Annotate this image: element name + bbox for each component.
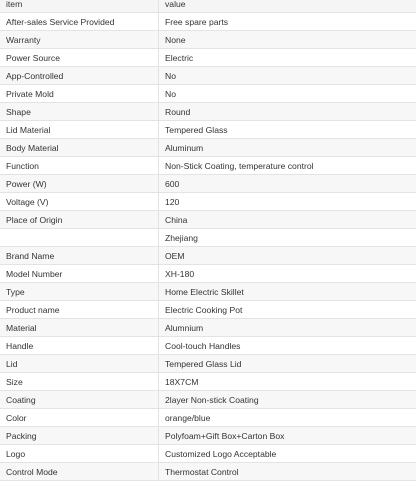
spec-value-cell: XH-180 bbox=[159, 265, 416, 283]
spec-value-cell: No bbox=[159, 85, 416, 103]
spec-value-cell: 120 bbox=[159, 193, 416, 211]
table-row bbox=[0, 139, 416, 157]
table-row bbox=[0, 121, 416, 139]
spec-item-cell: Material bbox=[0, 319, 159, 337]
table-row bbox=[0, 445, 416, 463]
table-row bbox=[0, 85, 416, 103]
spec-item-cell: Logo bbox=[0, 445, 159, 463]
spec-value-cell: Electric Cooking Pot bbox=[159, 301, 416, 319]
spec-value-cell: Free spare parts bbox=[159, 13, 416, 31]
table-row bbox=[0, 463, 416, 481]
spec-value-cell: China bbox=[159, 211, 416, 229]
table-row bbox=[0, 13, 416, 31]
table-row bbox=[0, 319, 416, 337]
spec-item-cell: Body Material bbox=[0, 139, 159, 157]
spec-item-cell: Packing bbox=[0, 427, 159, 445]
spec-item-cell: Type bbox=[0, 283, 159, 301]
spec-value-cell: 2layer Non-stick Coating bbox=[159, 391, 416, 409]
spec-item-cell: Size bbox=[0, 373, 159, 391]
spec-item-cell: Model Number bbox=[0, 265, 159, 283]
spec-value-cell: Non-Stick Coating, temperature control bbox=[159, 157, 416, 175]
spec-value-cell: 18X7CM bbox=[159, 373, 416, 391]
table-row bbox=[0, 31, 416, 49]
spec-value-cell: OEM bbox=[159, 247, 416, 265]
table-row bbox=[0, 229, 416, 247]
table-row bbox=[0, 265, 416, 283]
spec-item-cell: Color bbox=[0, 409, 159, 427]
spec-item-cell: Coating bbox=[0, 391, 159, 409]
spec-value-cell: Tempered Glass Lid bbox=[159, 355, 416, 373]
table-row bbox=[0, 103, 416, 121]
spec-value-cell: Round bbox=[159, 103, 416, 121]
spec-item-cell: Control Mode bbox=[0, 463, 159, 481]
table-row bbox=[0, 49, 416, 67]
table-row bbox=[0, 175, 416, 193]
table-row bbox=[0, 409, 416, 427]
spec-value-cell: Alumnium bbox=[159, 319, 416, 337]
spec-value-cell: Home Electric Skillet bbox=[159, 283, 416, 301]
table-row bbox=[0, 427, 416, 445]
table-row bbox=[0, 247, 416, 265]
spec-item-cell: Product name bbox=[0, 301, 159, 319]
spec-item-cell: Lid bbox=[0, 355, 159, 373]
spec-item-cell: Power (W) bbox=[0, 175, 159, 193]
table-row bbox=[0, 373, 416, 391]
spec-value-cell: Polyfoam+Gift Box+Carton Box bbox=[159, 427, 416, 445]
spec-value-cell: Aluminum bbox=[159, 139, 416, 157]
column-header-value: value bbox=[159, 0, 416, 13]
spec-value-cell: Cool-touch Handles bbox=[159, 337, 416, 355]
table-row bbox=[0, 391, 416, 409]
spec-value-cell: Thermostat Control bbox=[159, 463, 416, 481]
spec-item-cell: Place of Origin bbox=[0, 211, 159, 229]
table-row bbox=[0, 211, 416, 229]
spec-item-cell: Handle bbox=[0, 337, 159, 355]
spec-value-cell: Zhejiang bbox=[159, 229, 416, 247]
spec-item-cell: App-Controlled bbox=[0, 67, 159, 85]
table-row bbox=[0, 67, 416, 85]
spec-item-cell: Private Mold bbox=[0, 85, 159, 103]
spec-value-cell: Customized Logo Acceptable bbox=[159, 445, 416, 463]
spec-value-cell: Electric bbox=[159, 49, 416, 67]
table-row bbox=[0, 355, 416, 373]
table-row bbox=[0, 283, 416, 301]
table-row bbox=[0, 157, 416, 175]
column-header-item: item bbox=[0, 0, 159, 13]
spec-item-cell: Warranty bbox=[0, 31, 159, 49]
spec-item-cell: Brand Name bbox=[0, 247, 159, 265]
table-row bbox=[0, 193, 416, 211]
table-row bbox=[0, 337, 416, 355]
spec-value-cell: Tempered Glass bbox=[159, 121, 416, 139]
table-row bbox=[0, 301, 416, 319]
spec-item-cell: Voltage (V) bbox=[0, 193, 159, 211]
spec-item-cell: After-sales Service Provided bbox=[0, 13, 159, 31]
spec-value-cell: No bbox=[159, 67, 416, 85]
spec-item-cell: Power Source bbox=[0, 49, 159, 67]
spec-item-cell: Shape bbox=[0, 103, 159, 121]
spec-value-cell: orange/blue bbox=[159, 409, 416, 427]
table-header-row bbox=[0, 0, 416, 13]
spec-value-cell: 600 bbox=[159, 175, 416, 193]
spec-item-cell: Lid Material bbox=[0, 121, 159, 139]
spec-item-cell: Function bbox=[0, 157, 159, 175]
spec-item-cell bbox=[0, 229, 159, 247]
spec-value-cell: None bbox=[159, 31, 416, 49]
